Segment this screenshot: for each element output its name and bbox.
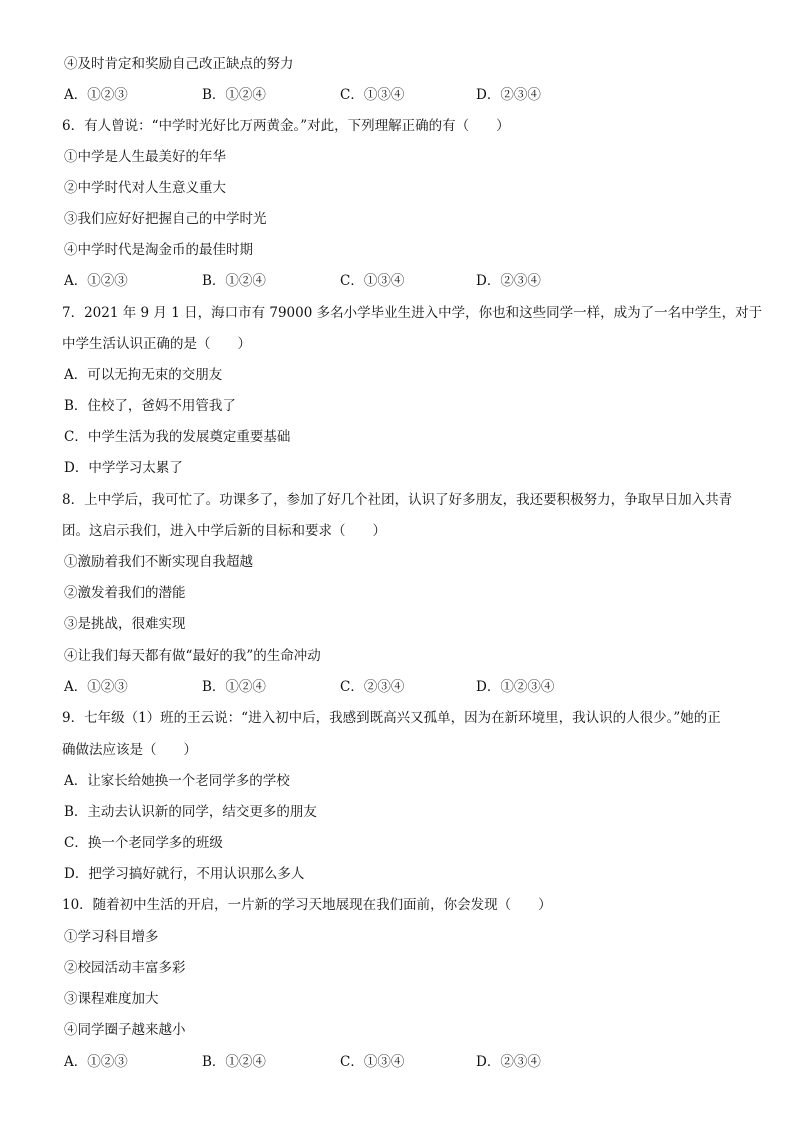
prev-option-d: D．②③④	[476, 87, 541, 103]
q8-option-c: C．②③④	[340, 679, 405, 695]
q6-option-a: A．①②③	[64, 273, 128, 289]
q9-choice-d: D．把学习搞好就行，不用认识那么多人	[64, 866, 305, 882]
prev-option-b: B．①②④	[202, 87, 266, 103]
q7-stem-line-1: 7．2021 年 9 月 1 日，海口市有 79000 多名小学毕业生进入中学，你也和这些同学一样，成为了一名中学生，对于	[62, 305, 763, 321]
q6-item-3: ③我们应好好把握自己的中学时光	[64, 211, 267, 227]
q7-choice-a: A．可以无拘无束的交朋友	[64, 367, 223, 383]
q8-item-3: ③是挑战，很难实现	[64, 616, 186, 632]
q9-stem-line-1: 9．七年级（1）班的王云说：“进入初中后，我感到既高兴又孤单，因为在新环境里，我认识的人很少。”她的正	[62, 710, 721, 726]
q9-stem-line-2: 确做法应该是（ ）	[62, 742, 197, 758]
q8-item-1: ①激励着我们不断实现自我超越	[64, 554, 253, 570]
q6-option-d: D．②③④	[476, 273, 541, 289]
q8-stem-line-2: 团。这启示我们，进入中学后新的目标和要求（ ）	[62, 523, 386, 539]
q8-item-2: ②激发着我们的潜能	[64, 585, 186, 601]
q9-choice-a: A．让家长给她换一个老同学多的学校	[64, 773, 290, 789]
q10-item-2: ②校园活动丰富多彩	[64, 960, 186, 976]
q7-choice-d: D．中学学习太累了	[64, 460, 183, 476]
q6-item-2: ②中学时代对人生意义重大	[64, 180, 226, 196]
q10-option-b: B．①②④	[202, 1054, 266, 1070]
q10-option-d: D．②③④	[476, 1054, 541, 1070]
q6-item-4: ④中学时代是淘金币的最佳时期	[64, 242, 253, 258]
q8-option-b: B．①②④	[202, 679, 266, 695]
q10-option-a: A．①②③	[64, 1054, 128, 1070]
q8-option-a: A．①②③	[64, 679, 128, 695]
q8-stem-line-1: 8．上中学后，我可忙了。功课多了，参加了好几个社团，认识了好多朋友，我还要积极努力，争取早日加入共青	[62, 492, 733, 508]
q9-choice-b: B．主动去认识新的同学，结交更多的朋友	[64, 804, 317, 820]
q10-stem: 10．随着初中生活的开启，一片新的学习天地展现在我们面前，你会发现（ ）	[62, 897, 552, 913]
q6-option-c: C．①③④	[340, 273, 405, 289]
prev-option-c: C．①③④	[340, 87, 405, 103]
q6-option-b: B．①②④	[202, 273, 266, 289]
prev-item-4: ④及时肯定和奖励自己改正缺点的努力	[64, 56, 294, 72]
q10-item-3: ③课程难度加大	[64, 991, 159, 1007]
q10-item-4: ④同学圈子越来越小	[64, 1022, 186, 1038]
q6-stem: 6．有人曾说：“中学时光好比万两黄金。”对此，下列理解正确的有（ ）	[62, 118, 510, 134]
q9-choice-c: C．换一个老同学多的班级	[64, 835, 223, 851]
q6-item-1: ①中学是人生最美好的年华	[64, 149, 226, 165]
q10-option-c: C．①③④	[340, 1054, 405, 1070]
q8-option-d: D．①②③④	[476, 679, 555, 695]
q10-item-1: ①学习科目增多	[64, 929, 159, 945]
q8-item-4: ④让我们每天都有做“最好的我”的生命冲动	[64, 648, 321, 664]
q7-choice-c: C．中学生活为我的发展奠定重要基础	[64, 429, 291, 445]
prev-option-a: A．①②③	[64, 87, 128, 103]
q7-choice-b: B．住校了，爸妈不用管我了	[64, 398, 236, 414]
q7-stem-line-2: 中学生活认识正确的是（ ）	[62, 336, 251, 352]
